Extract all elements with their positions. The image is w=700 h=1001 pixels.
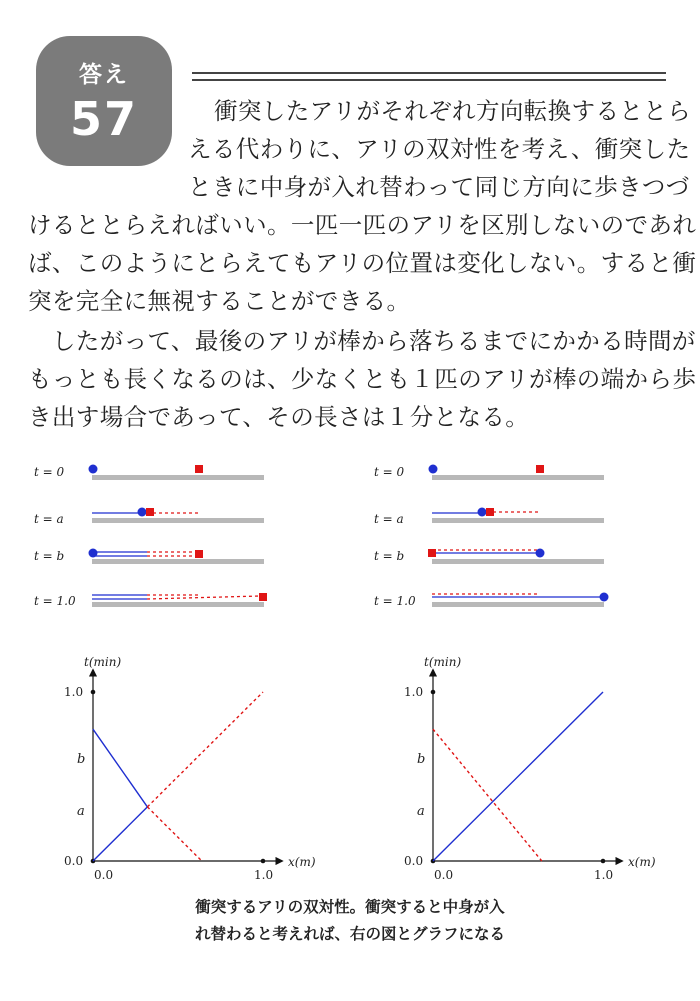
right-plot-lines xyxy=(433,692,603,861)
answer-line-8: もっとも長くなるのは、少なくとも１匹のアリが棒の端から歩 xyxy=(28,365,697,393)
left-x-axis-label: x(m) xyxy=(288,855,316,869)
left-label-t0: t = 0 xyxy=(34,465,65,479)
left-y-tick-b: b xyxy=(77,752,86,767)
answer-line-7: したがって、最後のアリが棒から落ちるまでにかかる時間が xyxy=(28,327,696,355)
left-y-tick-1: 1.0 xyxy=(64,685,84,699)
graph-0-series-2-line xyxy=(147,807,201,861)
right-label-tb: t = b xyxy=(374,549,405,563)
left-graph xyxy=(64,655,316,882)
caption-line-1: 衝突するアリの双対性。衝突すると中身が入 xyxy=(195,898,505,916)
left-label-tb: t = b xyxy=(34,549,65,563)
left-y-tick-dot xyxy=(91,690,96,695)
right-graph xyxy=(404,655,656,882)
answer-number: 57 xyxy=(69,92,138,146)
left-x-tick-1: 1.0 xyxy=(254,868,274,882)
left-plot-lines xyxy=(93,692,263,861)
right-x-axis-label: x(m) xyxy=(628,855,656,869)
right-x-tick-1: 1.0 xyxy=(594,868,614,882)
right-label-t1: t = 1.0 xyxy=(374,594,416,608)
graph-0-series-1-line xyxy=(147,692,263,807)
right-x-tick-dot xyxy=(601,859,606,864)
right-label-t0: t = 0 xyxy=(374,465,405,479)
answer-line-2: える代わりに、アリの双対性を考え、衝突した xyxy=(188,135,691,163)
right-y-tick-b: b xyxy=(417,752,426,767)
answer-line-3: ときに中身が入れ替わって同じ方向に歩きつづ xyxy=(188,173,690,201)
answer-line-1: 衝突したアリがそれぞれ方向転換するととら xyxy=(214,97,692,125)
left-y-tick-a: a xyxy=(77,804,85,819)
answer-line-5: ば、このようにとらえてもアリの位置は変化しない。すると衝 xyxy=(28,249,697,277)
left-label-t1: t = 1.0 xyxy=(34,594,76,608)
right-label-ta: t = a xyxy=(374,512,404,526)
caption-line-2: れ替わると考えれば、右の図とグラフになる xyxy=(194,925,505,943)
left-y-tick-0: 0.0 xyxy=(64,854,84,868)
left-y-axis-label: t(min) xyxy=(84,655,122,669)
right-y-tick-0: 0.0 xyxy=(404,854,424,868)
left-label-ta: t = a xyxy=(34,512,64,526)
right-x-tick-0: 0.0 xyxy=(434,868,454,882)
answer-label: 答え xyxy=(79,62,129,88)
right-y-axis-label: t(min) xyxy=(424,655,462,669)
left-x-tick-dot xyxy=(261,859,266,864)
right-y-tick-a: a xyxy=(417,804,425,819)
right-y-tick-1: 1.0 xyxy=(404,685,424,699)
graph-0-series-0-line xyxy=(93,729,147,861)
right-y-tick-dot xyxy=(431,690,436,695)
graph-1-series-0-line xyxy=(433,692,603,861)
graph-1-series-1-line xyxy=(433,729,542,861)
answer-line-4: けるととらえればいい。一匹一匹のアリを区別しないのであれ xyxy=(28,211,697,239)
left-x-tick-0: 0.0 xyxy=(94,868,114,882)
answer-line-9: き出す場合であって、その長さは１分となる。 xyxy=(28,403,530,431)
answer-line-6: 突を完全に無視することができる。 xyxy=(28,287,411,315)
